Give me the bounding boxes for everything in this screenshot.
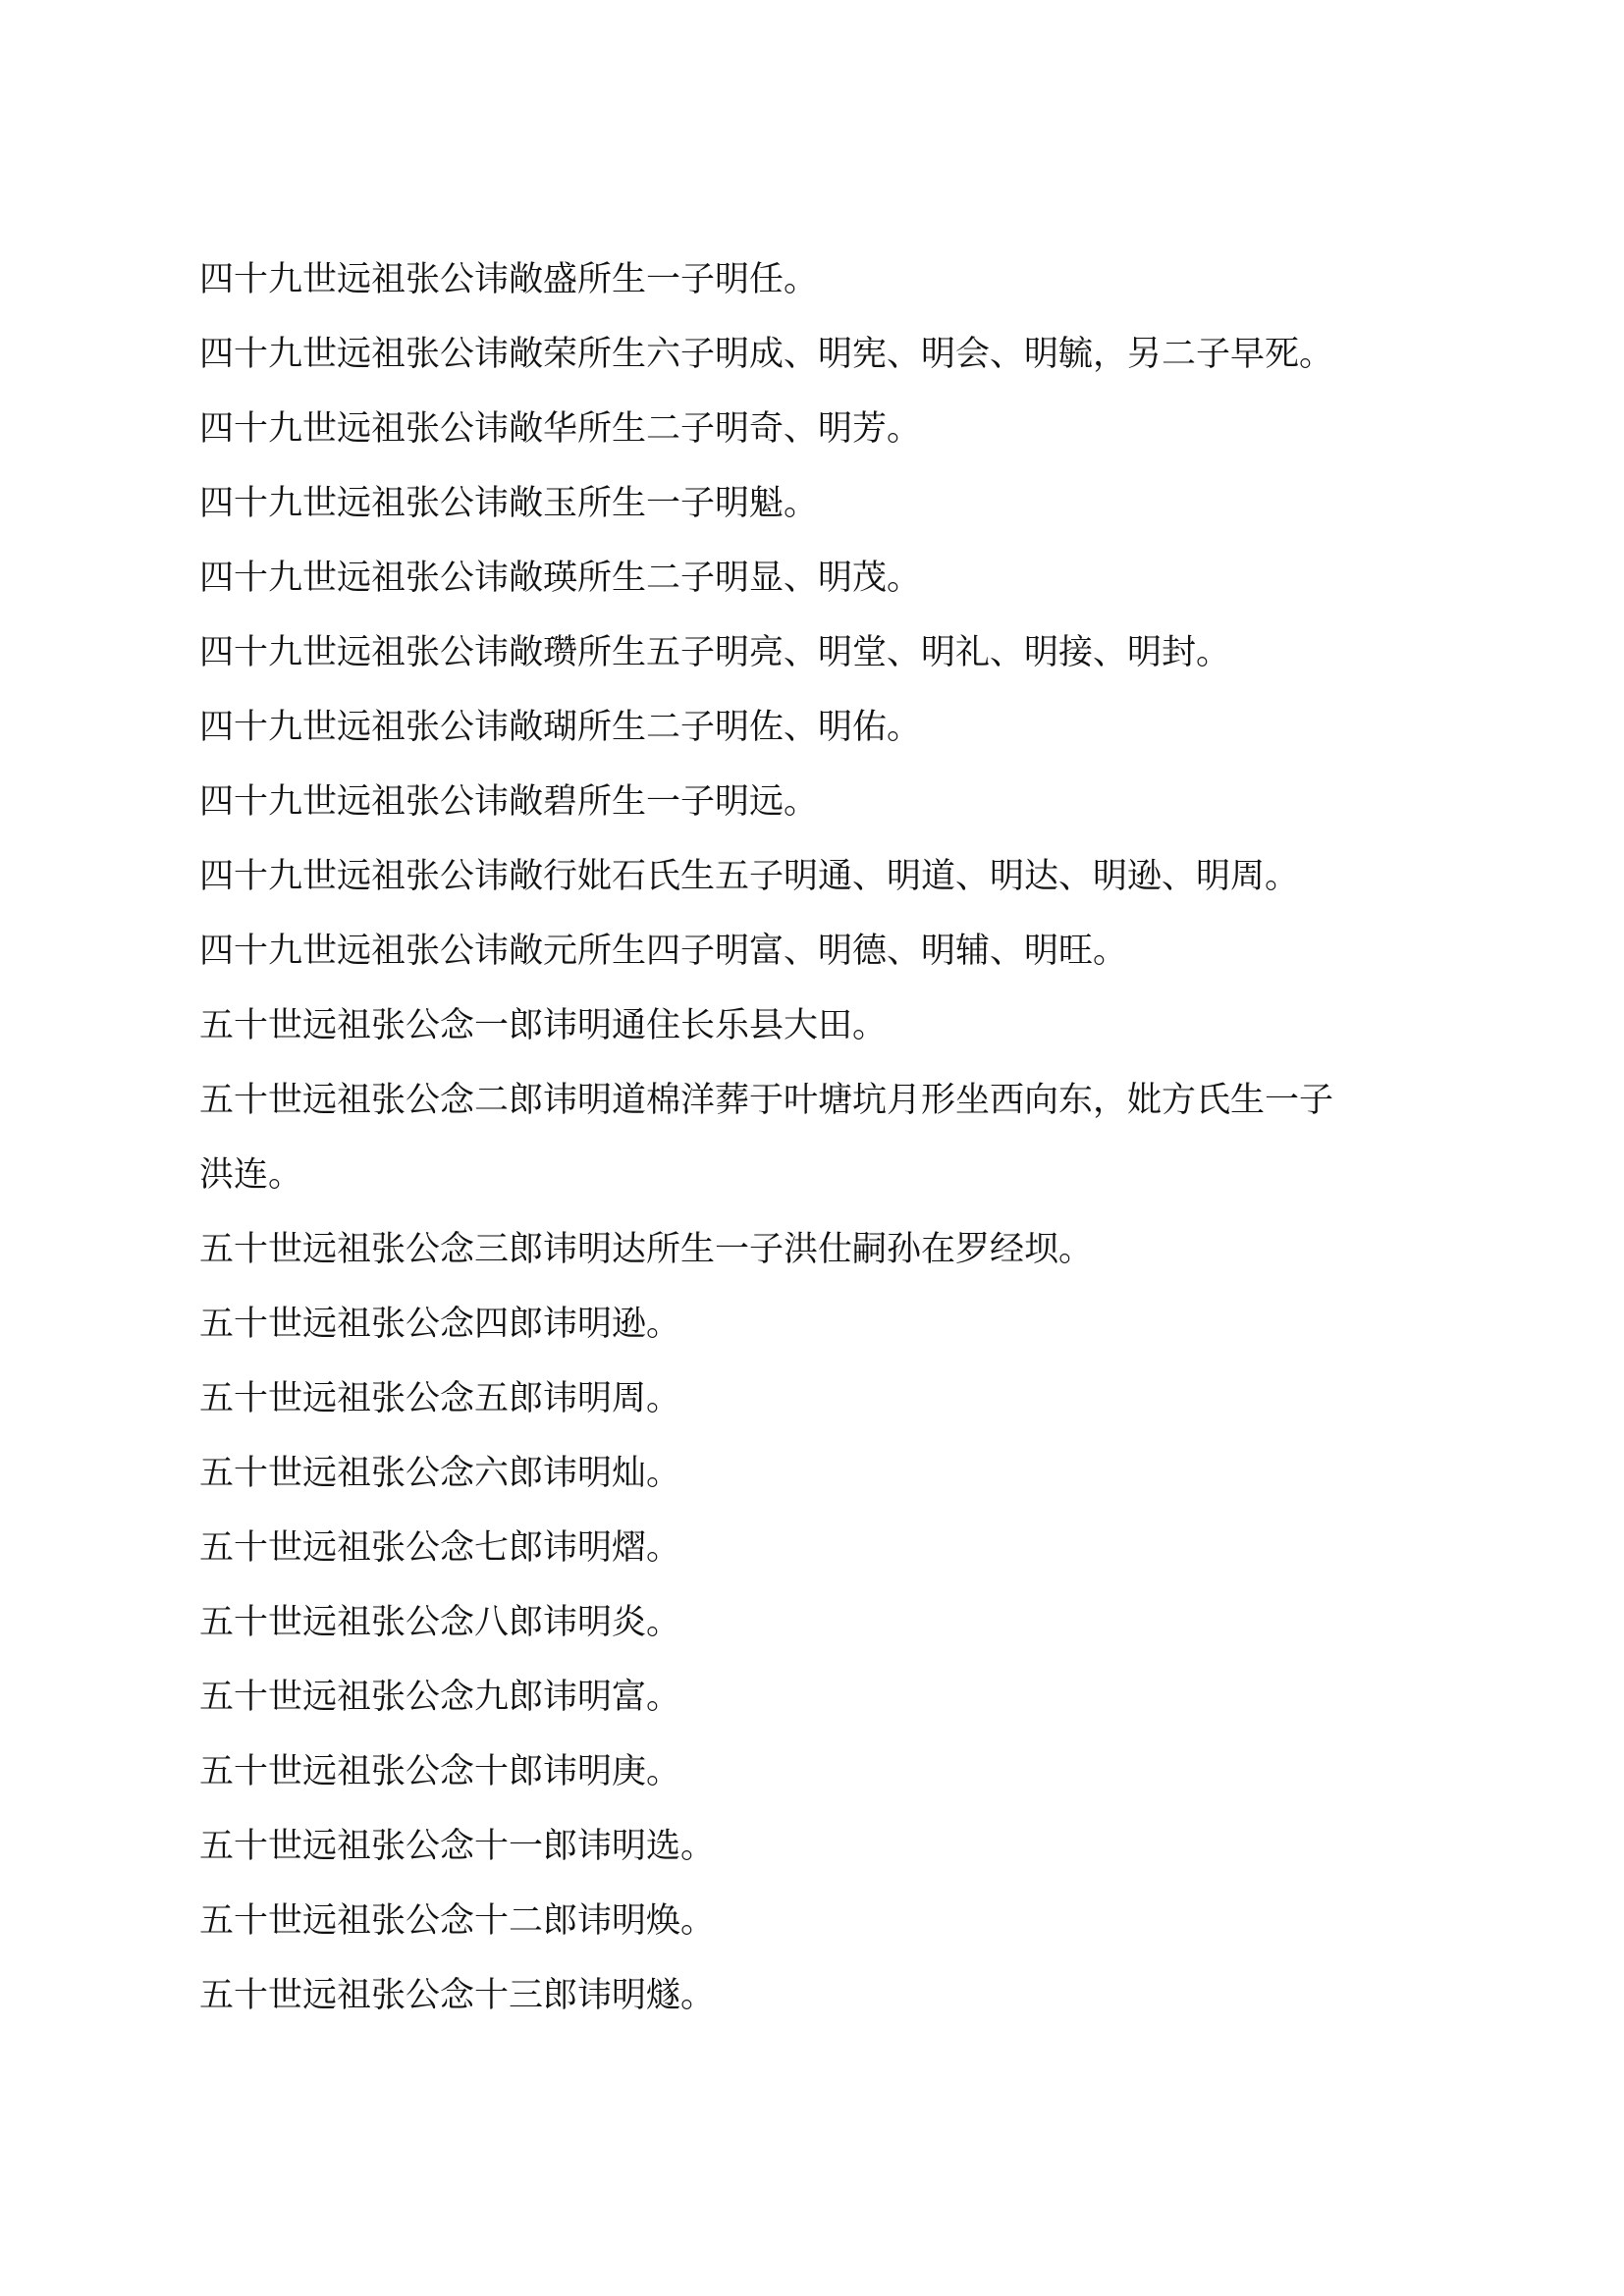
text-line: 五十世远祖张公念十一郎讳明选。 [199,1827,716,1866]
text-line: 五十世远祖张公念十三郎讳明燧。 [199,1976,716,2015]
text-line: 洪连。 [199,1155,303,1195]
text-line: 四十九世远祖张公讳敞华所生二子明奇、明芳。 [199,409,922,449]
text-line: 四十九世远祖张公讳敞元所生四子明富、明德、明辅、明旺。 [199,932,1128,971]
text-line: 四十九世远祖张公讳敞瓒所生五子明亮、明堂、明礼、明接、明封。 [199,633,1231,672]
text-line: 四十九世远祖张公讳敞瑛所生二子明显、明茂。 [199,559,922,598]
text-line: 五十世远祖张公念四郎讳明逊。 [199,1305,681,1344]
text-line: 五十世远祖张公念七郎讳明熠。 [199,1528,681,1568]
text-line: 四十九世远祖张公讳敞碧所生一子明远。 [199,782,819,822]
text-line: 五十世远祖张公念三郎讳明达所生一子洪仕嗣孙在罗经坝。 [199,1230,1094,1269]
text-line: 五十世远祖张公念十郎讳明庚。 [199,1752,681,1791]
text-line: 五十世远祖张公念五郎讳明周。 [199,1379,681,1418]
text-line: 四十九世远祖张公讳敞荣所生六子明成、明宪、明会、明毓，另二子早死。 [199,335,1334,374]
text-line: 五十世远祖张公念一郎讳明通住长乐县大田。 [199,1006,888,1045]
text-line: 四十九世远祖张公讳敞行妣石氏生五子明通、明道、明达、明逊、明周。 [199,857,1300,896]
text-line: 五十世远祖张公念六郎讳明灿。 [199,1454,681,1493]
text-line: 四十九世远祖张公讳敞盛所生一子明任。 [199,260,819,299]
text-line: 五十世远祖张公念八郎讳明炎。 [199,1603,681,1642]
text-line: 五十世远祖张公念十二郎讳明焕。 [199,1901,716,1941]
text-line: 五十世远祖张公念二郎讳明道棉洋葬于叶塘坑月形坐西向东，妣方氏生一子 [199,1081,1334,1120]
text-line: 五十世远祖张公念九郎讳明富。 [199,1678,681,1717]
text-line: 四十九世远祖张公讳敞瑚所生二子明佐、明佑。 [199,708,922,747]
genealogy-text-block [199,242,1456,2033]
text-line: 四十九世远祖张公讳敞玉所生一子明魁。 [199,484,819,523]
